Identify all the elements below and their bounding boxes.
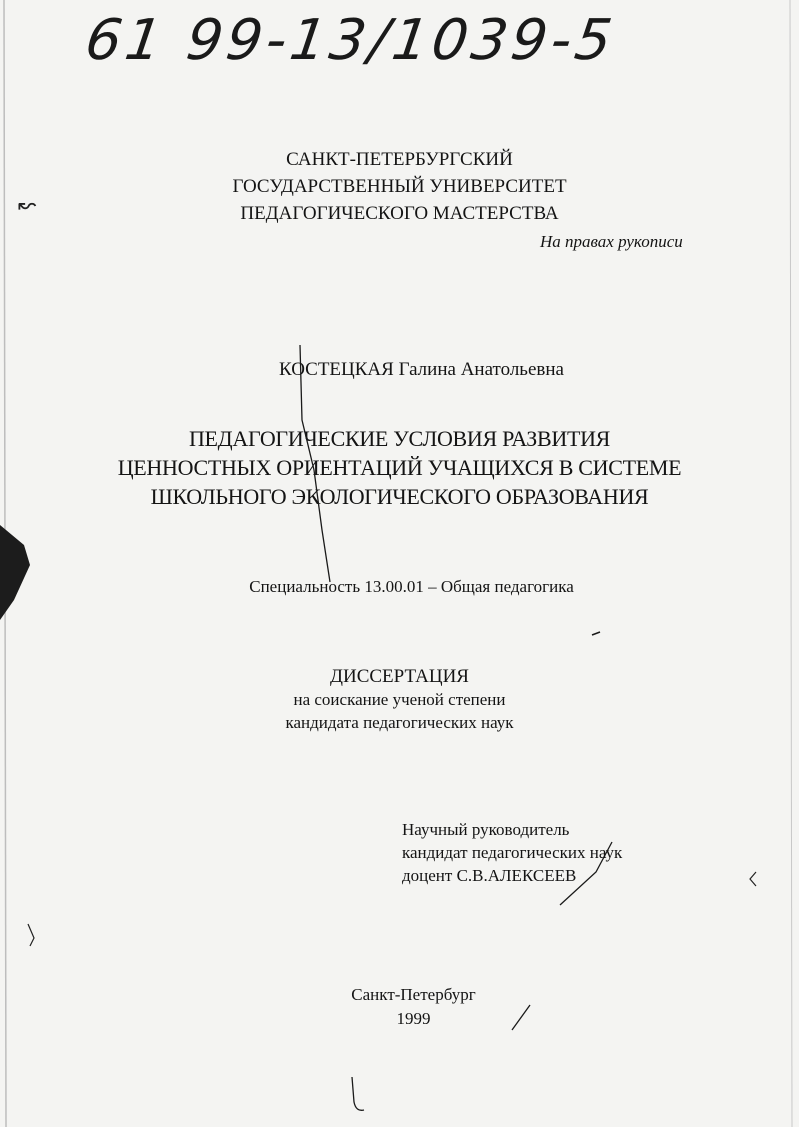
specialty-line: Специальность 13.00.01 – Общая педагогика	[249, 577, 574, 596]
pen-stroke-lower-right	[512, 1005, 530, 1030]
margin-tick-mark	[28, 924, 34, 946]
supervisor-role: Научный руководитель	[402, 820, 570, 839]
binding-shadow-mark	[0, 525, 30, 620]
university-line-2: ГОСУДАРСТВЕННЫЙ УНИВЕРСИТЕТ	[232, 176, 567, 197]
title-line-2: ЦЕННОСТНЫХ ОРИЕНТАЦИЙ УЧАЩИХСЯ В СИСТЕМЕ	[117, 455, 682, 480]
manuscript-rights-note: На правах рукописи	[540, 232, 683, 251]
dissertation-heading: ДИССЕРТАЦИЯ	[330, 666, 469, 687]
university-line-1: САНКТ-ПЕТЕРБУРГСКИЙ	[286, 149, 513, 170]
city: Санкт-Петербург	[351, 985, 476, 1004]
pen-stroke-bottom	[352, 1077, 364, 1110]
margin-bracket-mark	[750, 872, 756, 886]
year: 1999	[396, 1009, 431, 1028]
supervisor-degree: кандидат педагогических наук	[402, 843, 623, 862]
margin-mark-glyph: ↜	[18, 193, 37, 218]
university-line-3: ПЕДАГОГИЧЕСКОГО МАСТЕРСТВА	[240, 203, 559, 224]
title-line-1: ПЕДАГОГИЧЕСКИЕ УСЛОВИЯ РАЗВИТИЯ	[188, 426, 611, 451]
title-line-3: ШКОЛЬНОГО ЭКОЛОГИЧЕСКОГО ОБРАЗОВАНИЯ	[150, 484, 649, 509]
dissertation-degree-line-2: кандидата педагогических наук	[285, 713, 514, 732]
dissertation-degree-line-1: на соискание ученой степени	[293, 690, 506, 709]
page-edge-line-right	[790, 0, 792, 1127]
author-name: КОСТЕЦКАЯ Галина Анатольевна	[279, 359, 564, 380]
handwritten-archive-number: 61 99-13/1039-5	[81, 8, 620, 73]
supervisor-name: доцент С.В.АЛЕКСЕЕВ	[402, 866, 577, 885]
pen-stroke-signature	[560, 842, 612, 905]
pen-stroke-vertical	[300, 345, 330, 582]
ink-dash	[592, 632, 600, 635]
